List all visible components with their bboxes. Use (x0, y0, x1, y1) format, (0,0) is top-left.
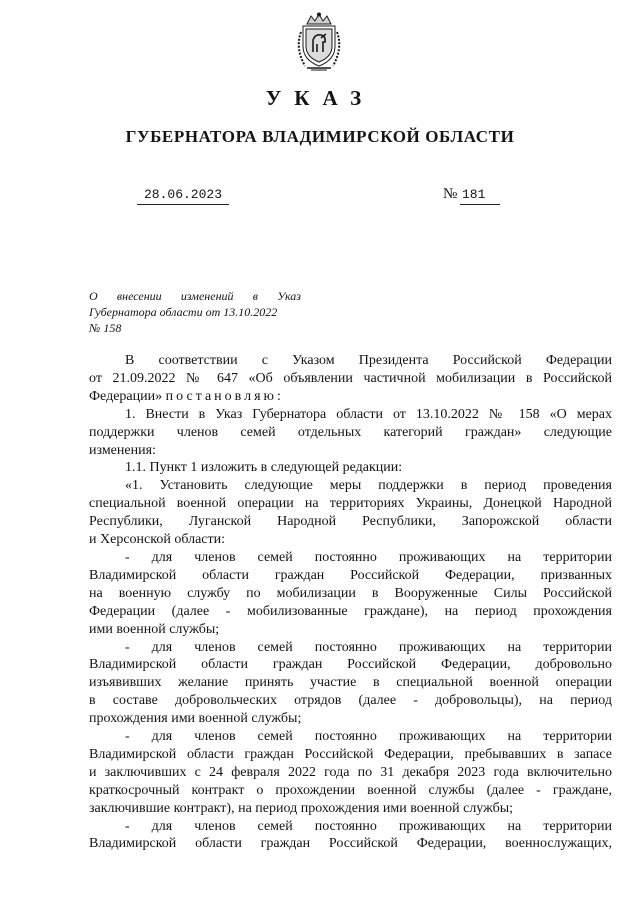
text-line: Владимирской области граждан Российской Федерации, военнослужащих, (89, 836, 612, 852)
text-line: и Херсонской области: (89, 532, 226, 548)
bullet-contract-cont (89, 746, 612, 818)
text-line: - для членов семей постоянно проживающих на территории (125, 549, 612, 565)
document-title: УКАЗ (265, 86, 375, 110)
text-line: заключившие контракт), на период прохождения ими военной службы; (89, 800, 514, 816)
text-line: В соответствии с Указом Президента Российской Федерации (125, 353, 612, 368)
paragraph-item-1 (89, 406, 612, 424)
decree-date: 28.06.2023 (137, 186, 229, 205)
paragraph-item-1-1 (89, 459, 612, 477)
text-line: Владимирской области граждан Российской Федерации, пребывавших в запасе (89, 746, 612, 762)
text-line: Владимирской области граждан Российской Федерации, призванных (89, 567, 612, 583)
subject-line: Губернатора области от 13.10.2022 (89, 305, 278, 319)
paragraph-preamble-cont (89, 370, 612, 406)
text-line: в составе добровольческих отрядов (далее - добровольцы), на период (89, 693, 612, 709)
text-line: Федерации» (89, 388, 166, 404)
decree-number-label: № (443, 186, 458, 202)
text-line: специальной военной операции на территориях Украины, Донецкой Народной (89, 496, 612, 512)
bullet-mobilized-cont (89, 567, 612, 639)
text-line: поддержки членов семей отдельных категорий граждан» следующие (89, 424, 612, 440)
text-line: Республики, Луганской Народной Республики, Запорожской области (89, 514, 612, 530)
subject-line: № 158 (89, 321, 122, 335)
resolution-word: постановляю: (165, 388, 284, 404)
text-line: - для членов семей постоянно проживающих на территории (125, 639, 612, 655)
paragraph-preamble (89, 352, 612, 370)
text-line: Федерации (далее - мобилизованные граждане), на период прохождения (89, 603, 612, 619)
text-line: прохождения ими военной службы; (89, 711, 302, 727)
text-line: изъявивших желание принять участие в специальной военной операции (89, 675, 612, 691)
paragraph-quote-cont (89, 495, 612, 549)
text-line: краткосрочный контракт о прохождении военной службы (далее - граждане, (89, 782, 612, 798)
bullet-contract (89, 728, 612, 746)
bullet-servicemen-cont (89, 835, 612, 853)
text-line: Владимирской области граждан Российской Федерации, добровольно (89, 657, 612, 673)
text-line: и заключивших с 24 февраля 2022 года по 31 декабря 2023 года включительно (89, 764, 612, 780)
text-line: изменения: (89, 442, 156, 458)
paragraph-item-1-cont (89, 424, 612, 460)
text-line: 1. Внести в Указ Губернатора области от 13.10.2022 № 158 «О мерах (125, 406, 612, 422)
text-line: «1. Установить следующие меры поддержки в период проведения (125, 478, 612, 494)
decree-body (89, 352, 612, 853)
text-line: на военную службу по мобилизации в Вооруженные Силы Российской (89, 585, 612, 601)
subject-line: О внесении изменений в Указ (89, 289, 301, 303)
paragraph-quote-start (89, 477, 612, 495)
vladimir-coat-of-arms-icon (293, 12, 345, 74)
document-subtitle: ГУБЕРНАТОРА ВЛАДИМИРСКОЙ ОБЛАСТИ (125, 127, 515, 146)
bullet-servicemen (89, 818, 612, 836)
text-line: 1.1. Пункт 1 изложить в следующей редакции: (125, 460, 403, 476)
text-line: ими военной службы; (89, 621, 220, 637)
bullet-volunteers (89, 639, 612, 657)
decree-number: 181 (460, 186, 500, 205)
bullet-volunteers-cont (89, 656, 612, 728)
bullet-mobilized (89, 549, 612, 567)
text-line: от 21.09.2022 № 647 «Об объявлении частичной мобилизации в Российской (89, 370, 612, 386)
decree-subject (89, 288, 301, 336)
text-line: - для членов семей постоянно проживающих на территории (125, 729, 612, 745)
text-line: - для членов семей постоянно проживающих на территории (125, 818, 612, 834)
